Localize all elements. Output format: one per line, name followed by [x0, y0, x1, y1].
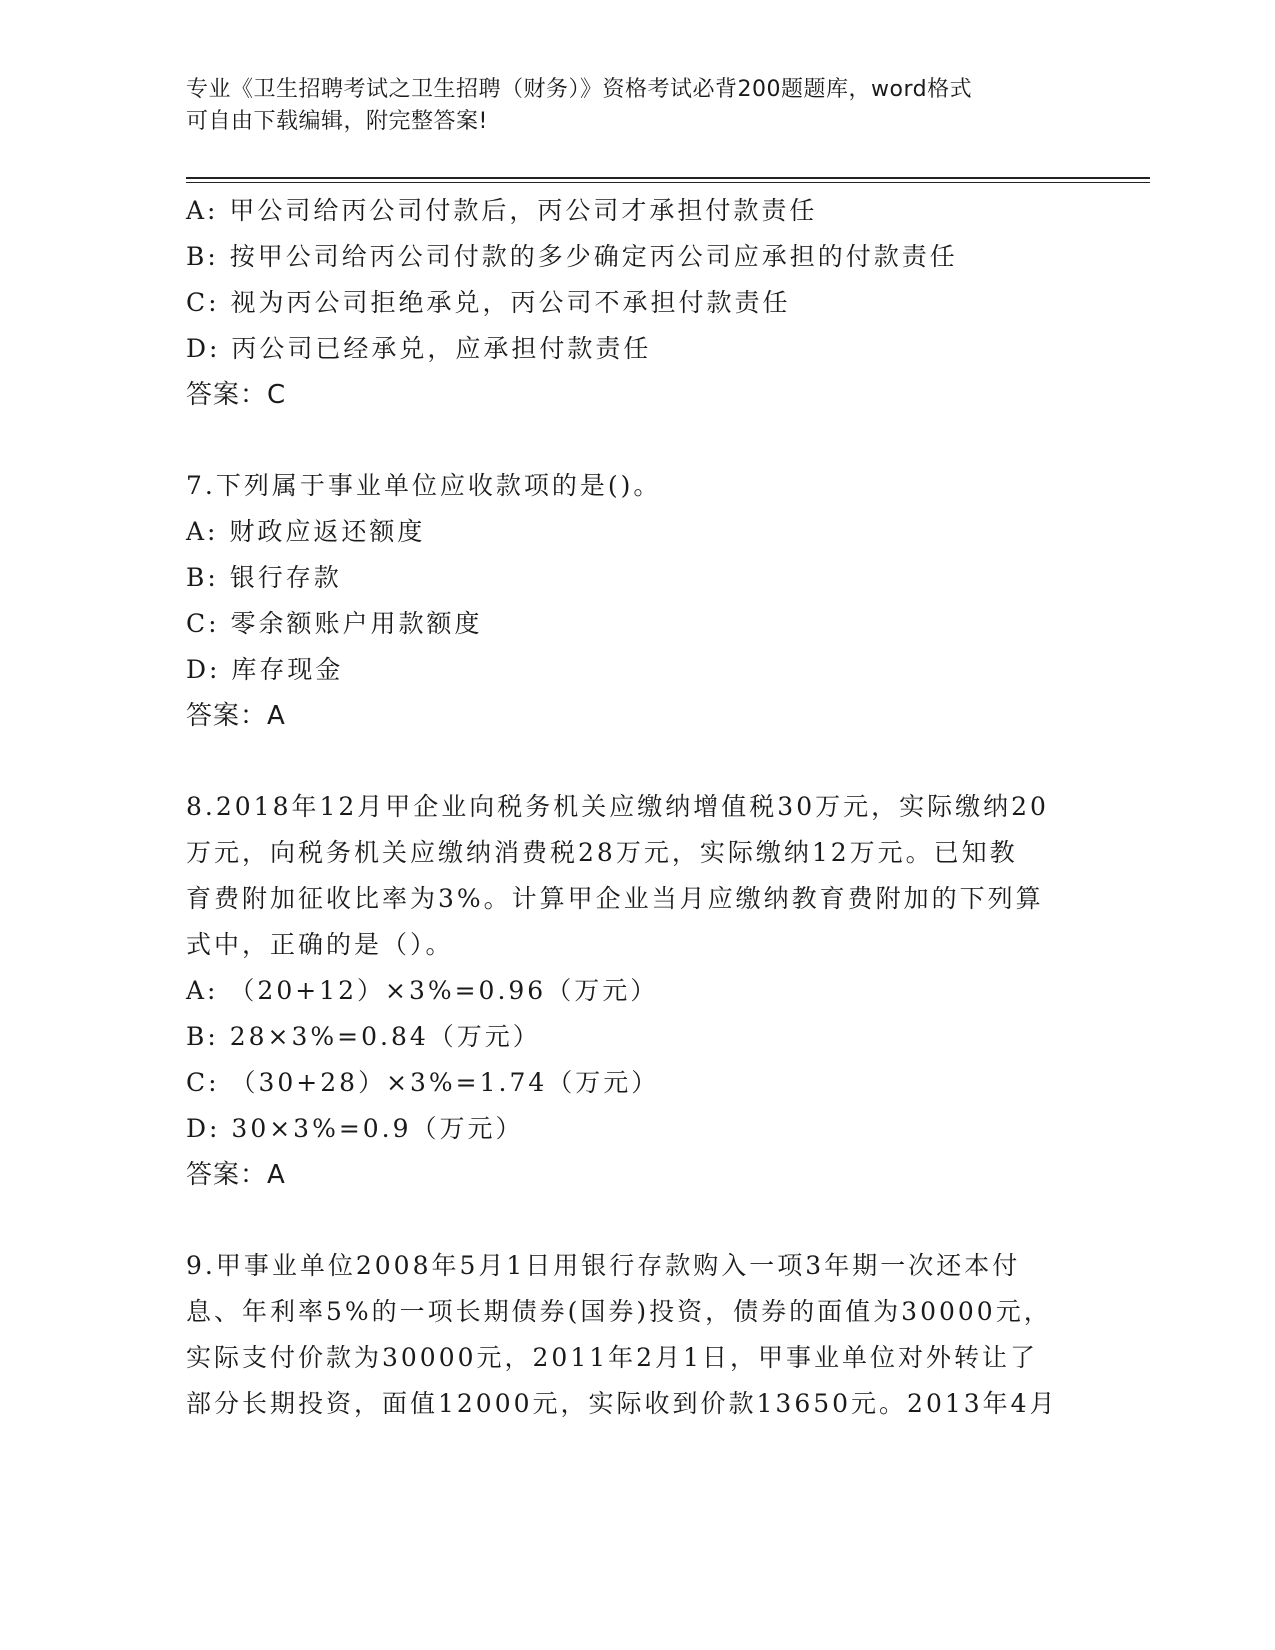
document-body [186, 188, 1086, 1427]
q6-option-c: C: 视为丙公司拒绝承兑，丙公司不承担付款责任 [186, 288, 791, 317]
spacer [186, 1198, 1086, 1243]
q9-question-line-1: 9.甲事业单位2008年5月1日用银行存款购入一项3年期一次还本付 [186, 1251, 1021, 1280]
q8-question-line-3: 育费附加征收比率为3%。计算甲企业当月应缴纳教育费附加的下列算 [186, 884, 1044, 913]
q8-option-d: D: 30×3%=0.9（万元） [186, 1114, 524, 1143]
q8-question-line-1: 8.2018年12月甲企业向税务机关应缴纳增值税30万元，实际缴纳20 [186, 792, 1049, 821]
q7-option-d: D: 库存现金 [186, 655, 344, 684]
q8-option-b: B: 28×3%=0.84（万元） [186, 1022, 541, 1051]
header-divider-thin [186, 182, 1150, 183]
q9-question-line-4: 部分长期投资，面值12000元，实际收到价款13650元。2013年4月 [186, 1389, 1058, 1418]
spacer [186, 739, 1086, 784]
q8-question-line-2: 万元，向税务机关应缴纳消费税28万元，实际缴纳12万元。已知教 [186, 838, 1018, 867]
question-6-block [186, 188, 1086, 418]
q7-option-c: C: 零余额账户用款额度 [186, 609, 483, 638]
q9-question-line-2: 息、年利率5%的一项长期债券(国券)投资，债券的面值为30000元， [186, 1297, 1052, 1326]
q6-option-b: B: 按甲公司给丙公司付款的多少确定丙公司应承担的付款责任 [186, 242, 958, 271]
q9-question-line-3: 实际支付价款为30000元，2011年2月1日，甲事业单位对外转让了 [186, 1343, 1038, 1372]
q8-option-a: A: （20+12）×3%=0.96（万元） [186, 976, 659, 1005]
question-7-block [186, 463, 1086, 739]
q8-answer: 答案：A [186, 1160, 286, 1190]
q7-option-a: A: 财政应返还额度 [186, 517, 426, 546]
header-line-1: 专业《卫生招聘考试之卫生招聘（财务）》资格考试必背200题题库，word格式 [186, 77, 973, 102]
question-9-block [186, 1243, 1086, 1427]
q6-answer: 答案：C [186, 380, 287, 410]
q6-option-a: A: 甲公司给丙公司付款后，丙公司才承担付款责任 [186, 196, 818, 225]
header-divider-thick [186, 177, 1150, 179]
question-8-block [186, 784, 1086, 1198]
q7-option-b: B: 银行存款 [186, 563, 342, 592]
document-header [186, 74, 1066, 138]
q7-question: 7.下列属于事业单位应收款项的是()。 [186, 471, 662, 500]
header-line-2: 可自由下载编辑，附完整答案! [186, 109, 488, 134]
q7-answer: 答案：A [186, 701, 286, 731]
spacer [186, 418, 1086, 463]
q8-option-c: C: （30+28）×3%=1.74（万元） [186, 1068, 660, 1097]
q6-option-d: D: 丙公司已经承兑，应承担付款责任 [186, 334, 652, 363]
q8-question-line-4: 式中，正确的是（）。 [186, 930, 454, 959]
